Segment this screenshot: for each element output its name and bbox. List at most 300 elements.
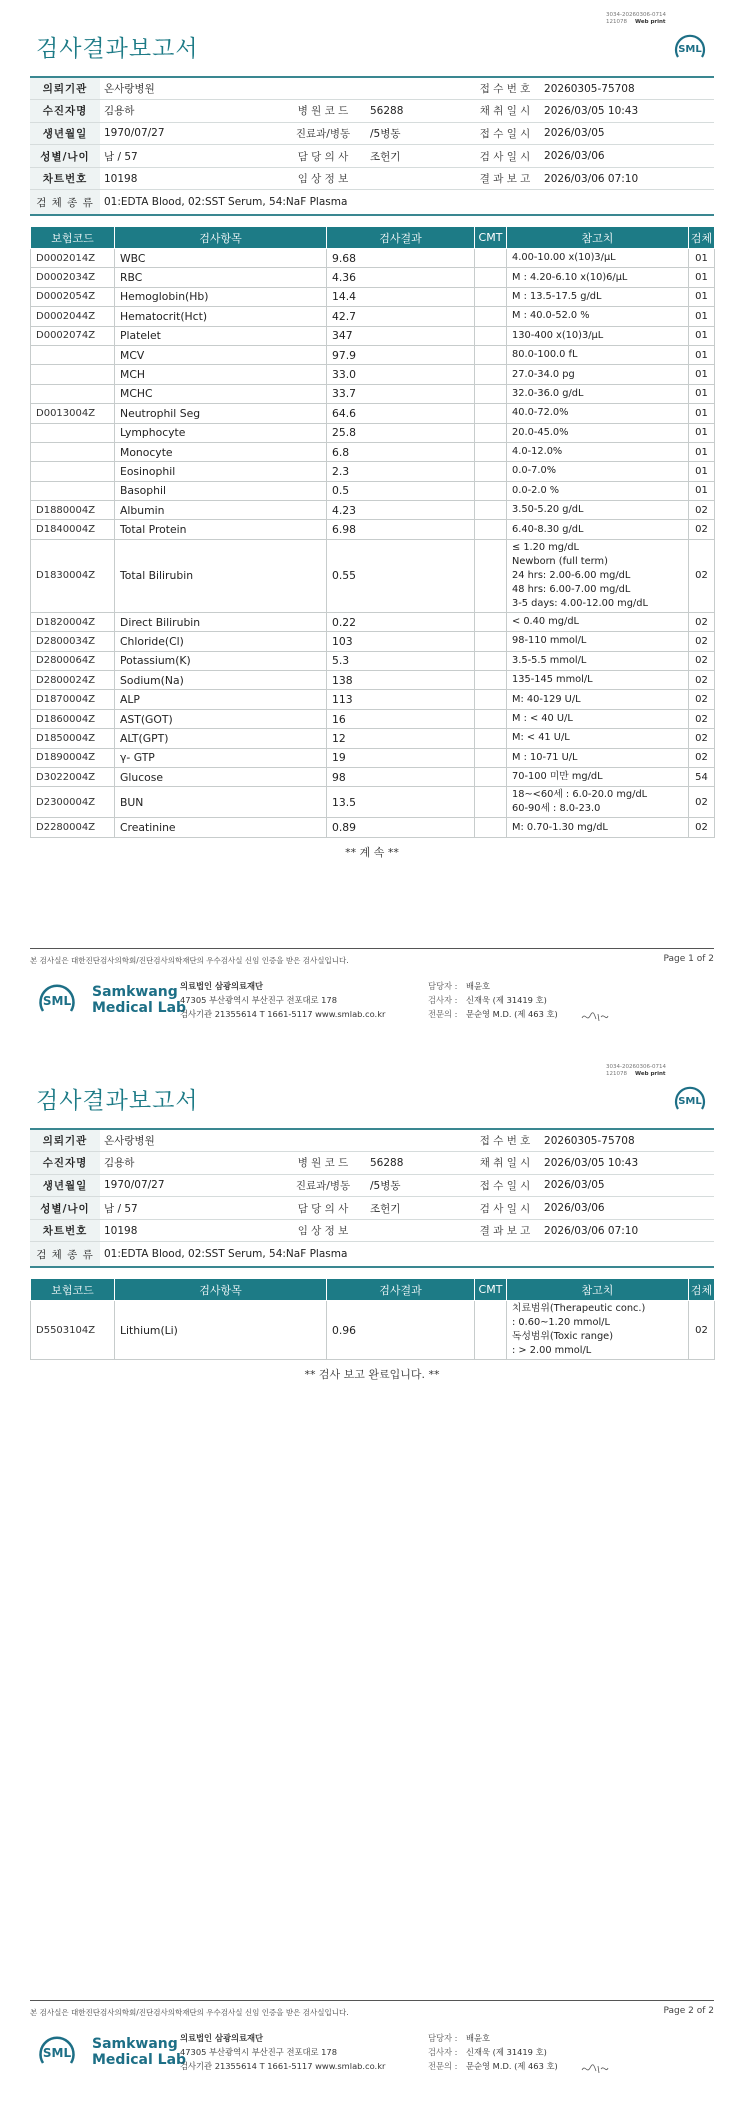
table-row xyxy=(31,481,715,500)
specimen-label: 검 체 종 류 xyxy=(30,190,100,215)
test-result-cell: 12 xyxy=(327,729,475,748)
reference-range-cell: M: < 41 U/L xyxy=(507,729,689,748)
reference-range-cell: 18~<60세 : 6.0-20.0 mg/dL 60-90세 : 8.0-23.0 xyxy=(507,787,689,818)
reference-range-cell: < 0.40 mg/dL xyxy=(507,612,689,631)
reference-range-cell: 27.0-34.0 pg xyxy=(507,365,689,384)
table-row xyxy=(31,365,715,384)
sex-age-label: 성별/나이 xyxy=(30,1197,100,1220)
table-row xyxy=(31,384,715,403)
column-header: 참고치 xyxy=(507,1279,689,1301)
reference-range-cell: 4.0-12.0% xyxy=(507,442,689,461)
column-header: 검사항목 xyxy=(115,1279,327,1301)
hospital-code-label: 병 원 코 드 xyxy=(280,1152,366,1175)
patient-name-label: 수진자명 xyxy=(30,1152,100,1175)
test-result-cell: 25.8 xyxy=(327,423,475,442)
comment-cell xyxy=(475,268,507,287)
report-title: 검사결과보고서 xyxy=(36,1088,199,1114)
test-item-cell: AST(GOT) xyxy=(115,709,327,728)
insurance-code-cell: D2800064Z xyxy=(31,651,115,670)
table-row xyxy=(31,709,715,728)
sex-age-value: 남 / 57 xyxy=(100,145,280,168)
reference-range-cell: M : 10-71 U/L xyxy=(507,748,689,767)
clinical-info-label: 임 상 정 보 xyxy=(280,1219,366,1242)
tested-label: 검 사 일 시 xyxy=(470,145,540,168)
specimen-cell: 01 xyxy=(689,404,715,423)
sml-logo-icon xyxy=(36,980,78,1020)
doctor-value: 조헌기 xyxy=(366,145,470,168)
brand-name: Samkwang Medical Lab xyxy=(92,984,187,1016)
column-header: 보험코드 xyxy=(31,1279,115,1301)
institution-label: 의뢰기관 xyxy=(30,1129,100,1152)
test-item-cell: Total Bilirubin xyxy=(115,539,327,612)
page-number: Page 2 of 2 xyxy=(663,2006,714,2016)
specimen-value: 01:EDTA Blood, 02:SST Serum, 54:NaF Plasma xyxy=(100,190,714,215)
specimen-cell: 01 xyxy=(689,462,715,481)
dept-label: 진료과/병동 xyxy=(280,1174,366,1197)
document-id: 3034-20260306-0714 121078 Web print xyxy=(606,1064,666,1077)
insurance-code-cell: D0002054Z xyxy=(31,287,115,306)
insurance-code-cell: D1850004Z xyxy=(31,729,115,748)
dept-label: 진료과/병동 xyxy=(280,122,366,145)
test-result-cell: 4.23 xyxy=(327,501,475,520)
dob-value: 1970/07/27 xyxy=(100,1174,280,1197)
signature-icon xyxy=(580,1010,610,1024)
reference-range-cell: M : 13.5-17.5 g/dL xyxy=(507,287,689,306)
table-row xyxy=(31,748,715,767)
insurance-code-cell: D1840004Z xyxy=(31,520,115,539)
report-title: 검사결과보고서 xyxy=(36,36,199,62)
test-result-cell: 2.3 xyxy=(327,462,475,481)
reference-range-cell: ≤ 1.20 mg/dL Newborn (full term) 24 hrs: 2.00-6.00 mg/dL 48 hrs: 6.00-7.00 mg/dL 3-5 days: 4.00-12.00 mg/dL xyxy=(507,539,689,612)
collected-label: 채 취 일 시 xyxy=(470,100,540,123)
test-result-cell: 19 xyxy=(327,748,475,767)
test-result-cell: 103 xyxy=(327,632,475,651)
specimen-cell: 01 xyxy=(689,384,715,403)
reference-range-cell: 32.0-36.0 g/dL xyxy=(507,384,689,403)
test-item-cell: Eosinophil xyxy=(115,462,327,481)
specimen-cell: 01 xyxy=(689,481,715,500)
specimen-cell: 01 xyxy=(689,268,715,287)
insurance-code-cell xyxy=(31,423,115,442)
table-row xyxy=(31,632,715,651)
reported-value: 2026/03/06 07:10 xyxy=(540,1219,714,1242)
reference-range-cell: M: 40-129 U/L xyxy=(507,690,689,709)
test-item-cell: Lithium(Li) xyxy=(115,1301,327,1360)
table-row xyxy=(31,345,715,364)
footer-divider xyxy=(30,2000,714,2001)
dept-value: /5병동 xyxy=(366,1174,470,1197)
test-result-cell: 4.36 xyxy=(327,268,475,287)
table-row xyxy=(31,612,715,631)
reference-range-cell: 3.5-5.5 mmol/L xyxy=(507,651,689,670)
comment-cell xyxy=(475,1301,507,1360)
table-row xyxy=(31,690,715,709)
patient-name-value: 김용하 xyxy=(100,100,280,123)
specimen-cell: 02 xyxy=(689,1301,715,1360)
comment-cell xyxy=(475,442,507,461)
receipt-no-value: 20260305-75708 xyxy=(540,1129,714,1152)
specimen-cell: 02 xyxy=(689,539,715,612)
reference-range-cell: 0.0-2.0 % xyxy=(507,481,689,500)
insurance-code-cell xyxy=(31,384,115,403)
tested-label: 검 사 일 시 xyxy=(470,1197,540,1220)
test-result-cell: 0.5 xyxy=(327,481,475,500)
table-row xyxy=(31,818,715,837)
insurance-code-cell: D1860004Z xyxy=(31,709,115,728)
table-row xyxy=(31,462,715,481)
comment-cell xyxy=(475,818,507,837)
test-item-cell: ALP xyxy=(115,690,327,709)
insurance-code-cell: D3022004Z xyxy=(31,767,115,786)
specimen-cell: 01 xyxy=(689,249,715,268)
doctor-label: 담 당 의 사 xyxy=(280,145,366,168)
specimen-cell: 02 xyxy=(689,729,715,748)
test-result-cell: 33.7 xyxy=(327,384,475,403)
column-header: CMT xyxy=(475,227,507,249)
table-row xyxy=(31,729,715,748)
test-item-cell: Hemoglobin(Hb) xyxy=(115,287,327,306)
table-row xyxy=(31,442,715,461)
comment-cell xyxy=(475,287,507,306)
insurance-code-cell: D2800034Z xyxy=(31,632,115,651)
insurance-code-cell xyxy=(31,345,115,364)
insurance-code-cell: D0002034Z xyxy=(31,268,115,287)
reference-range-cell: 0.0-7.0% xyxy=(507,462,689,481)
tested-value: 2026/03/06 xyxy=(540,1197,714,1220)
test-result-cell: 98 xyxy=(327,767,475,786)
signature-icon xyxy=(580,2062,610,2076)
specimen-cell: 01 xyxy=(689,423,715,442)
test-item-cell: Direct Bilirubin xyxy=(115,612,327,631)
table-row xyxy=(31,268,715,287)
column-header: 보험코드 xyxy=(31,227,115,249)
specimen-cell: 02 xyxy=(689,818,715,837)
insurance-code-cell xyxy=(31,481,115,500)
specimen-cell: 02 xyxy=(689,520,715,539)
insurance-code-cell: D0002014Z xyxy=(31,249,115,268)
doctor-value: 조헌기 xyxy=(366,1197,470,1220)
hospital-code-value: 56288 xyxy=(366,100,470,123)
column-header: CMT xyxy=(475,1279,507,1301)
certification-text: 본 검사실은 대한진단검사의학회/진단검사의학재단의 우수검사실 신임 인증을 받은 검사실입니다. xyxy=(30,956,349,965)
comment-cell xyxy=(475,345,507,364)
comment-cell xyxy=(475,612,507,631)
table-row xyxy=(31,326,715,345)
dob-value: 1970/07/27 xyxy=(100,122,280,145)
test-result-cell: 113 xyxy=(327,690,475,709)
reference-range-cell: M : 40.0-52.0 % xyxy=(507,307,689,326)
test-item-cell: RBC xyxy=(115,268,327,287)
footer-divider xyxy=(30,948,714,949)
insurance-code-cell: D1890004Z xyxy=(31,748,115,767)
comment-cell xyxy=(475,651,507,670)
test-result-cell: 64.6 xyxy=(327,404,475,423)
test-item-cell: MCHC xyxy=(115,384,327,403)
table-row xyxy=(31,539,715,612)
test-result-cell: 6.98 xyxy=(327,520,475,539)
svg-text:SML: SML xyxy=(678,44,702,55)
test-item-cell: Hematocrit(Hct) xyxy=(115,307,327,326)
test-item-cell: Albumin xyxy=(115,501,327,520)
test-item-cell: Basophil xyxy=(115,481,327,500)
test-item-cell: Chloride(Cl) xyxy=(115,632,327,651)
test-result-cell: 33.0 xyxy=(327,365,475,384)
reference-range-cell: 치료범위(Therapeutic conc.) : 0.60~1.20 mmol/L 독성범위(Toxic range) : > 2.00 mmol/L xyxy=(507,1301,689,1360)
staff-info: 담당자 : 배윤호 검사자 : 신재욱 (제 31419 호) 전문의 : 문순영 M.D. (제 463 호) xyxy=(428,981,558,1019)
reference-range-cell: 4.00-10.00 x(10)3/μL xyxy=(507,249,689,268)
column-header: 검사결과 xyxy=(327,227,475,249)
test-item-cell: Monocyte xyxy=(115,442,327,461)
reported-value: 2026/03/06 07:10 xyxy=(540,167,714,190)
reference-range-cell: 70-100 미만 mg/dL xyxy=(507,767,689,786)
test-item-cell: Neutrophil Seg xyxy=(115,404,327,423)
test-result-cell: 97.9 xyxy=(327,345,475,364)
test-result-cell: 14.4 xyxy=(327,287,475,306)
test-item-cell: WBC xyxy=(115,249,327,268)
specimen-cell: 02 xyxy=(689,690,715,709)
column-header: 검체 xyxy=(689,227,715,249)
test-result-cell: 0.89 xyxy=(327,818,475,837)
test-item-cell: MCV xyxy=(115,345,327,364)
specimen-cell: 02 xyxy=(689,651,715,670)
comment-cell xyxy=(475,520,507,539)
test-item-cell: ALT(GPT) xyxy=(115,729,327,748)
reference-range-cell: 3.50-5.20 g/dL xyxy=(507,501,689,520)
comment-cell xyxy=(475,767,507,786)
test-result-cell: 9.68 xyxy=(327,249,475,268)
results-table xyxy=(30,226,715,838)
comment-cell xyxy=(475,787,507,818)
collected-value: 2026/03/05 10:43 xyxy=(540,100,714,123)
column-header: 참고치 xyxy=(507,227,689,249)
doctor-label: 담 당 의 사 xyxy=(280,1197,366,1220)
results-table xyxy=(30,1278,715,1360)
test-item-cell: γ- GTP xyxy=(115,748,327,767)
received-label: 접 수 일 시 xyxy=(470,1174,540,1197)
report-page-2 xyxy=(0,1052,744,2104)
collected-value: 2026/03/05 10:43 xyxy=(540,1152,714,1175)
test-result-cell: 5.3 xyxy=(327,651,475,670)
test-item-cell: Glucose xyxy=(115,767,327,786)
patient-info-table xyxy=(30,1128,714,1268)
insurance-code-cell xyxy=(31,462,115,481)
collected-label: 채 취 일 시 xyxy=(470,1152,540,1175)
table-row xyxy=(31,1301,715,1360)
reference-range-cell: 80.0-100.0 fL xyxy=(507,345,689,364)
receipt-no-label: 접 수 번 호 xyxy=(470,1129,540,1152)
comment-cell xyxy=(475,748,507,767)
specimen-label: 검 체 종 류 xyxy=(30,1242,100,1267)
specimen-cell: 01 xyxy=(689,365,715,384)
insurance-code-cell: D1870004Z xyxy=(31,690,115,709)
test-result-cell: 0.22 xyxy=(327,612,475,631)
patient-name-value: 김용하 xyxy=(100,1152,280,1175)
patient-name-label: 수진자명 xyxy=(30,100,100,123)
column-header: 검사결과 xyxy=(327,1279,475,1301)
specimen-cell: 02 xyxy=(689,748,715,767)
reference-range-cell: 40.0-72.0% xyxy=(507,404,689,423)
table-row xyxy=(31,287,715,306)
document-id: 3034-20260306-0714 121078 Web print xyxy=(606,12,666,25)
test-result-cell: 6.8 xyxy=(327,442,475,461)
sex-age-label: 성별/나이 xyxy=(30,145,100,168)
received-value: 2026/03/05 xyxy=(540,1174,714,1197)
continued-note: ** 계 속 ** xyxy=(345,846,399,859)
comment-cell xyxy=(475,307,507,326)
chart-no-value: 10198 xyxy=(100,1219,280,1242)
clinical-info-label: 임 상 정 보 xyxy=(280,167,366,190)
hospital-code-label: 병 원 코 드 xyxy=(280,100,366,123)
reference-range-cell: 135-145 mmol/L xyxy=(507,671,689,690)
specimen-cell: 02 xyxy=(689,632,715,651)
specimen-cell: 01 xyxy=(689,287,715,306)
table-row xyxy=(31,520,715,539)
reference-range-cell: 6.40-8.30 g/dL xyxy=(507,520,689,539)
insurance-code-cell xyxy=(31,442,115,461)
chart-no-label: 차트번호 xyxy=(30,167,100,190)
sml-logo-icon xyxy=(36,2032,78,2072)
test-item-cell: Lymphocyte xyxy=(115,423,327,442)
certification-text: 본 검사실은 대한진단검사의학회/진단검사의학재단의 우수검사실 신임 인증을 받은 검사실입니다. xyxy=(30,2008,349,2017)
reference-range-cell: 98-110 mmol/L xyxy=(507,632,689,651)
institution-value: 온사랑병원 xyxy=(100,1129,470,1152)
test-result-cell: 13.5 xyxy=(327,787,475,818)
hospital-code-value: 56288 xyxy=(366,1152,470,1175)
chart-no-value: 10198 xyxy=(100,167,280,190)
insurance-code-cell: D2800024Z xyxy=(31,671,115,690)
patient-info-table xyxy=(30,76,714,216)
received-label: 접 수 일 시 xyxy=(470,122,540,145)
table-row xyxy=(31,249,715,268)
reported-label: 결 과 보 고 xyxy=(470,1219,540,1242)
table-row xyxy=(31,404,715,423)
insurance-code-cell: D1820004Z xyxy=(31,612,115,631)
receipt-no-value: 20260305-75708 xyxy=(540,77,714,100)
comment-cell xyxy=(475,462,507,481)
insurance-code-cell: D0013004Z xyxy=(31,404,115,423)
insurance-code-cell xyxy=(31,365,115,384)
test-item-cell: MCH xyxy=(115,365,327,384)
test-item-cell: Platelet xyxy=(115,326,327,345)
reference-range-cell: M : 4.20-6.10 x(10)6/μL xyxy=(507,268,689,287)
table-row xyxy=(31,787,715,818)
svg-text:SML: SML xyxy=(678,1096,702,1107)
dob-label: 생년월일 xyxy=(30,1174,100,1197)
test-item-cell: Creatinine xyxy=(115,818,327,837)
test-result-cell: 0.96 xyxy=(327,1301,475,1360)
sml-logo-icon xyxy=(672,31,708,65)
clinical-info-value xyxy=(366,167,470,190)
received-value: 2026/03/05 xyxy=(540,122,714,145)
test-item-cell: Sodium(Na) xyxy=(115,671,327,690)
specimen-cell: 54 xyxy=(689,767,715,786)
chart-no-label: 차트번호 xyxy=(30,1219,100,1242)
insurance-code-cell: D2280004Z xyxy=(31,818,115,837)
organization-info: 의료법인 삼광의료재단 47305 부산광역시 부산진구 전포대로 178 검사기관 21355614 T 1661-5117 www.smlab.co.kr xyxy=(180,981,386,1019)
column-header: 검체 xyxy=(689,1279,715,1301)
comment-cell xyxy=(475,384,507,403)
organization-info: 의료법인 삼광의료재단 47305 부산광역시 부산진구 전포대로 178 검사기관 21355614 T 1661-5117 www.smlab.co.kr xyxy=(180,2033,386,2071)
specimen-cell: 02 xyxy=(689,612,715,631)
table-row xyxy=(31,671,715,690)
table-row xyxy=(31,423,715,442)
comment-cell xyxy=(475,423,507,442)
specimen-cell: 02 xyxy=(689,709,715,728)
table-row xyxy=(31,767,715,786)
insurance-code-cell: D5503104Z xyxy=(31,1301,115,1360)
comment-cell xyxy=(475,365,507,384)
specimen-cell: 01 xyxy=(689,326,715,345)
reference-range-cell: 20.0-45.0% xyxy=(507,423,689,442)
insurance-code-cell: D1830004Z xyxy=(31,539,115,612)
comment-cell xyxy=(475,690,507,709)
staff-info: 담당자 : 배윤호 검사자 : 신재욱 (제 31419 호) 전문의 : 문순영 M.D. (제 463 호) xyxy=(428,2033,558,2071)
comment-cell xyxy=(475,729,507,748)
test-result-cell: 138 xyxy=(327,671,475,690)
comment-cell xyxy=(475,632,507,651)
column-header: 검사항목 xyxy=(115,227,327,249)
insurance-code-cell: D0002074Z xyxy=(31,326,115,345)
tested-value: 2026/03/06 xyxy=(540,145,714,168)
page-number: Page 1 of 2 xyxy=(663,954,714,964)
comment-cell xyxy=(475,671,507,690)
receipt-no-label: 접 수 번 호 xyxy=(470,77,540,100)
reported-label: 결 과 보 고 xyxy=(470,167,540,190)
comment-cell xyxy=(475,481,507,500)
reference-range-cell: 130-400 x(10)3/μL xyxy=(507,326,689,345)
sex-age-value: 남 / 57 xyxy=(100,1197,280,1220)
specimen-cell: 02 xyxy=(689,671,715,690)
comment-cell xyxy=(475,404,507,423)
sml-logo-icon xyxy=(672,1083,708,1117)
test-item-cell: Potassium(K) xyxy=(115,651,327,670)
institution-label: 의뢰기관 xyxy=(30,77,100,100)
test-result-cell: 16 xyxy=(327,709,475,728)
clinical-info-value xyxy=(366,1219,470,1242)
table-row xyxy=(31,501,715,520)
test-item-cell: BUN xyxy=(115,787,327,818)
insurance-code-cell: D1880004Z xyxy=(31,501,115,520)
test-result-cell: 0.55 xyxy=(327,539,475,612)
insurance-code-cell: D2300004Z xyxy=(31,787,115,818)
specimen-cell: 02 xyxy=(689,501,715,520)
table-row xyxy=(31,307,715,326)
report-complete-note: ** 검사 보고 완료입니다. ** xyxy=(304,1368,440,1381)
specimen-cell: 01 xyxy=(689,345,715,364)
brand-name: Samkwang Medical Lab xyxy=(92,2036,187,2068)
specimen-value: 01:EDTA Blood, 02:SST Serum, 54:NaF Plasma xyxy=(100,1242,714,1267)
test-result-cell: 42.7 xyxy=(327,307,475,326)
specimen-cell: 02 xyxy=(689,787,715,818)
dob-label: 생년월일 xyxy=(30,122,100,145)
comment-cell xyxy=(475,709,507,728)
specimen-cell: 01 xyxy=(689,307,715,326)
insurance-code-cell: D0002044Z xyxy=(31,307,115,326)
dept-value: /5병동 xyxy=(366,122,470,145)
table-row xyxy=(31,651,715,670)
comment-cell xyxy=(475,249,507,268)
comment-cell xyxy=(475,539,507,612)
comment-cell xyxy=(475,501,507,520)
specimen-cell: 01 xyxy=(689,442,715,461)
institution-value: 온사랑병원 xyxy=(100,77,470,100)
svg-text:SML: SML xyxy=(42,2046,72,2060)
comment-cell xyxy=(475,326,507,345)
reference-range-cell: M : < 40 U/L xyxy=(507,709,689,728)
test-item-cell: Total Protein xyxy=(115,520,327,539)
test-result-cell: 347 xyxy=(327,326,475,345)
svg-text:SML: SML xyxy=(42,994,72,1008)
